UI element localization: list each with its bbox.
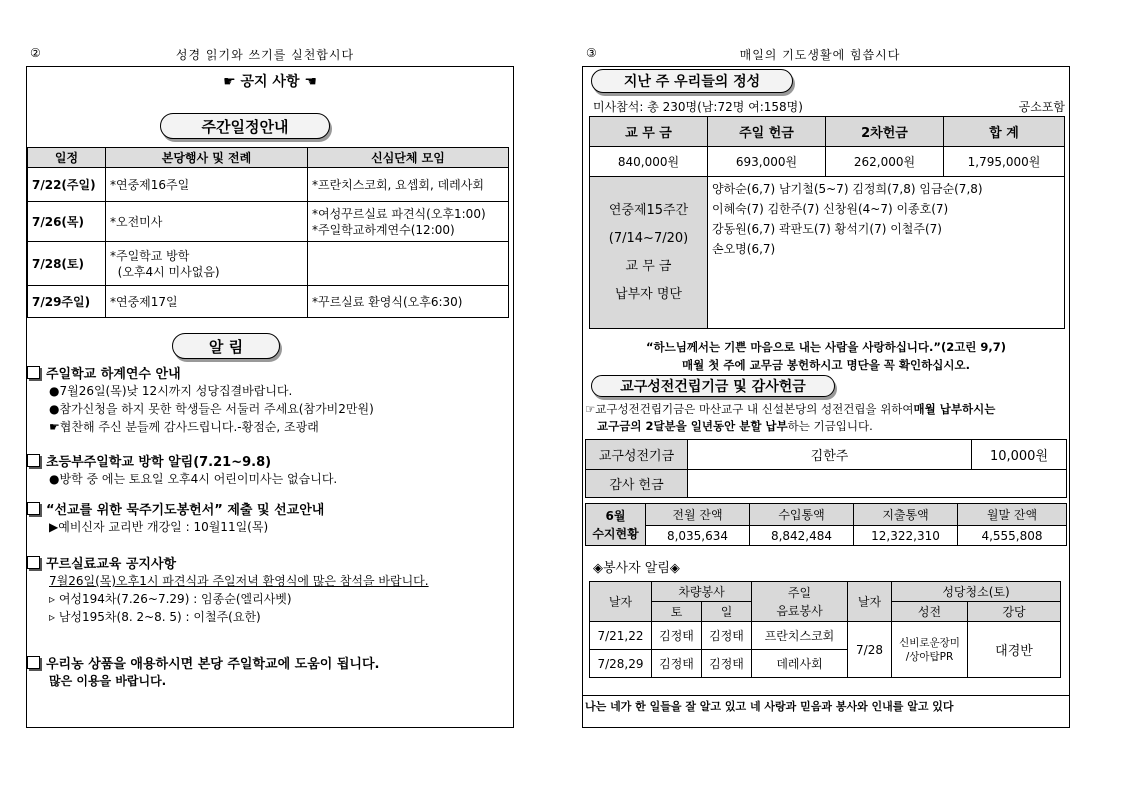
- fund-label: 감사 헌금: [586, 470, 688, 498]
- vol-clean-hall: 대경반: [968, 622, 1061, 678]
- money-value: 840,000원: [590, 147, 708, 177]
- schedule-row: [28, 286, 509, 318]
- vol-row: [590, 622, 1061, 650]
- money-header: 2차헌금: [826, 117, 944, 147]
- section-title: “선교를 위한 묵주기도봉헌서” 제출 및 선교안내: [46, 503, 325, 518]
- vol-clean-sanctuary: 신비로운장미 /상아탑PR: [892, 622, 968, 678]
- vol-header-sanctuary: 성전: [892, 602, 968, 622]
- footer-verse: 나는 네가 한 일들을 잘 알고 있고 네 사랑과 믿음과 봉사와 인내를 알고 있다: [585, 700, 954, 713]
- checkbox-icon: [27, 454, 40, 467]
- left-header: 성경 읽기와 쓰기를 실천합시다: [175, 48, 355, 62]
- schedule-date: 7/26(목): [28, 202, 106, 242]
- section-line: ●7월26일(목)낮 12시까지 성당집결바랍니다.: [49, 384, 293, 398]
- building-desc-1: [585, 401, 1069, 417]
- schedule-title: 주간일정안내: [160, 113, 330, 139]
- finance-value: 8,035,634: [646, 526, 750, 546]
- finance-value: 8,842,484: [750, 526, 854, 546]
- schedule-group: [308, 242, 509, 286]
- section-2: [27, 451, 511, 488]
- donor-label-line: 연중제15주간: [608, 202, 689, 218]
- finance-header: 전월 잔액: [646, 504, 750, 526]
- section-title: 초등부주일학교 방학 알림(7.21~9.8): [46, 455, 272, 470]
- quote-1: “하느님께서는 기쁜 마음으로 내는 사람을 사랑하십니다.”(2고린 9,7): [645, 340, 1007, 354]
- vol-date: 7/21,22: [590, 622, 652, 650]
- fund-name: [688, 470, 1067, 498]
- schedule-date: 7/22(주일): [28, 168, 106, 202]
- alert-title: 알 림: [172, 333, 280, 359]
- schedule-group: *꾸르실료 환영식(오후6:30): [308, 286, 509, 318]
- schedule-header-group: 신심단체 모임: [308, 148, 509, 168]
- section-1: [27, 363, 511, 436]
- left-page-number: ②: [30, 46, 41, 60]
- attendance: 미사참석: 총 230명(남:72명 여:158명): [593, 100, 803, 114]
- schedule-header-date: 일정: [28, 148, 106, 168]
- right-header: 매일의 기도생활에 힘씁시다: [739, 48, 901, 62]
- vol-header-drink: 주일 음료봉사: [752, 582, 848, 622]
- footer-divider: [583, 695, 1069, 696]
- quote-2: 매월 첫 주에 교무금 봉헌하시고 명단을 꼭 확인하십시오.: [682, 358, 970, 372]
- vol-header-date2: 날자: [848, 582, 892, 622]
- donor-label-line: 납부자 명단: [615, 286, 682, 302]
- section-title: 꾸르실료교육 공지사항: [46, 557, 177, 572]
- right-panel: [582, 66, 1070, 728]
- section-title: 주일학교 하계연수 안내: [46, 367, 181, 382]
- finance-header: 지출통액: [854, 504, 958, 526]
- section-line: ●방학 중 에는 토요일 오후4시 어린이미사는 없습니다.: [49, 472, 338, 486]
- schedule-header-main: 본당행사 및 전례: [106, 148, 308, 168]
- schedule-main: *연중제17일: [106, 286, 308, 318]
- building-desc-text: ☞교구성전건립기금은 마산교구 내 신설본당의 성전건립을 위하여: [585, 402, 914, 416]
- section-title: 우리농 상품을 애용하시면 본당 주일학교에 도움이 됩니다.: [46, 657, 380, 672]
- money-table: [589, 116, 1065, 329]
- building-desc-text: 하는 기금입니다.: [787, 419, 873, 433]
- donor-line: 양하순(6,7) 남기철(5~7) 김정희(7,8) 임금순(7,8): [712, 182, 983, 196]
- vol-sat: 김정태: [652, 622, 702, 650]
- section-line: ▹ 남성195차(8. 2~8. 5) : 이철주(요한): [49, 610, 261, 624]
- money-header: 합 계: [944, 117, 1065, 147]
- money-value: 693,000원: [708, 147, 826, 177]
- volunteer-title: ◈봉사자 알림◈: [593, 561, 680, 576]
- vol-sat: 김정태: [652, 650, 702, 678]
- finance-label-month: 6월: [605, 508, 626, 523]
- section-line: ▶예비신자 교리반 개강일 : 10월11일(목): [49, 520, 269, 534]
- fund-label: 교구성전기금: [586, 440, 688, 470]
- vol-header-clean: 성당청소(토): [892, 582, 1061, 602]
- money-header: 교 무 금: [590, 117, 708, 147]
- vol-drink: 데레사회: [752, 650, 848, 678]
- vol-date: 7/28,29: [590, 650, 652, 678]
- schedule-date: 7/28(토): [28, 242, 106, 286]
- vol-sun: 김정태: [702, 622, 752, 650]
- section-line: ●참가신청을 하지 못한 학생들은 서둘러 주세요(참가비2만원): [49, 402, 374, 416]
- money-header: 주일 헌금: [708, 117, 826, 147]
- right-page-number: ③: [586, 46, 597, 60]
- vol-sun: 김정태: [702, 650, 752, 678]
- schedule-row: [28, 242, 509, 286]
- finance-label-status: 수지현황: [592, 526, 639, 541]
- section-line: ☛협찬해 주신 분들께 감사드립니다.-황점순, 조광래: [49, 420, 319, 434]
- checkbox-icon: [27, 656, 40, 669]
- donor-label-line: (7/14~7/20): [608, 230, 689, 246]
- donor-label: [590, 177, 708, 329]
- vol-clean-date: 7/28: [848, 622, 892, 678]
- section-4: [27, 553, 511, 626]
- section-3: [27, 499, 511, 536]
- section-line: 7월26일(목)오후1시 파견식과 주일저녁 환영식에 많은 참석을 바랍니다.: [49, 574, 429, 588]
- donor-line: 강동원(6,7) 곽판도(7) 황석기(7) 이철주(7): [712, 222, 942, 236]
- finance-value: 12,322,310: [854, 526, 958, 546]
- offering-title: 지난 주 우리들의 정성: [591, 69, 793, 93]
- schedule-date: 7/29주일): [28, 286, 106, 318]
- schedule-table: [27, 147, 509, 318]
- vol-header-sun: 일: [702, 602, 752, 622]
- schedule-main: *오전미사: [106, 202, 308, 242]
- schedule-main: *주일학교 방학 (오후4시 미사없음): [106, 242, 308, 286]
- finance-header: 월말 잔액: [958, 504, 1067, 526]
- left-panel: [26, 66, 514, 728]
- building-desc-bold: 매월 납부하시는: [913, 402, 996, 416]
- finance-value: 4,555,808: [958, 526, 1067, 546]
- checkbox-icon: [27, 366, 40, 379]
- vol-drink: 프란치스코회: [752, 622, 848, 650]
- building-title: 교구성전건립기금 및 감사헌금: [591, 375, 835, 397]
- donor-line: 이혜숙(7) 김한주(7) 신창원(4~7) 이종호(7): [712, 202, 949, 216]
- section-line: 많은 이용을 바랍니다.: [49, 674, 167, 688]
- schedule-group: *여성꾸르실료 파견식(오후1:00) *주일학교하계연수(12:00): [308, 202, 509, 242]
- notice-title: ☛ 공지 사항 ☚: [223, 74, 317, 90]
- money-value: 262,000원: [826, 147, 944, 177]
- checkbox-icon: [27, 502, 40, 515]
- finance-label: [586, 504, 646, 546]
- schedule-row: [28, 168, 509, 202]
- attendance-note: 공소포함: [1018, 100, 1065, 114]
- building-desc-2: [597, 418, 1067, 434]
- donor-label-line: 교 무 금: [625, 258, 672, 274]
- vol-header-car: 차량봉사: [652, 582, 752, 602]
- fund-name: 김한주: [688, 440, 972, 470]
- donor-line: 손오명(6,7): [712, 242, 776, 256]
- money-value: 1,795,000원: [944, 147, 1065, 177]
- fund-amount: 10,000원: [972, 440, 1067, 470]
- vol-header-sat: 토: [652, 602, 702, 622]
- section-5: [27, 653, 511, 690]
- fund-table: [585, 439, 1067, 498]
- building-desc-bold: 교구금의 2달분을 일년동안 분할 납부: [597, 419, 788, 433]
- vol-header-date: 날자: [590, 582, 652, 622]
- finance-table: [585, 503, 1067, 546]
- section-line: ▹ 여성194차(7.26~7.29) : 임종순(엘리사벳): [49, 592, 292, 606]
- schedule-main: *연중제16주일: [106, 168, 308, 202]
- schedule-row: [28, 202, 509, 242]
- finance-header: 수입통액: [750, 504, 854, 526]
- donor-list: [708, 177, 1065, 329]
- schedule-group: *프란치스코회, 요셉회, 데레사회: [308, 168, 509, 202]
- volunteer-table: [589, 581, 1061, 678]
- checkbox-icon: [27, 556, 40, 569]
- vol-header-hall: 강당: [968, 602, 1061, 622]
